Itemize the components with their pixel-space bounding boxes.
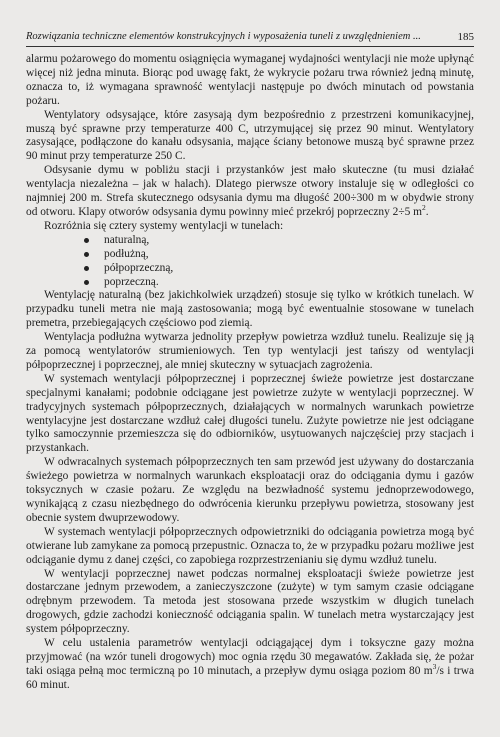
page-number: 185 <box>457 31 474 43</box>
paragraph-text: . <box>425 205 429 218</box>
paragraph-text: Odsysanie dymu w pobliżu stacji i przystanków jest mało skuteczne (tu musi działać wentylacja niezależna – jak w halach). Dlatego pierwsze otwory instaluje się w odległości co najmniej 200 m. Strefa skutecznego odsysania dymu ma długość 200÷300 m w obydwie strony od otworu. Klapy otworów odsysania dymu powinny mieć przekrój poprzeczny 2÷5 m <box>26 164 474 218</box>
paragraph: W odwracalnych systemach półpoprzecznych ten sam przewód jest używany do dostarczania świeżego powietrza w normalnych warunkach eksploatacji oraz do odciągania dymu i gazów toksycznych w czasie pożaru. Ze względu na bezwładność systemu jednoprzewodowego, wynikającą z czasu niezbędnego do odwrócenia kierunku przepływu powietrza, stosowany jest obecnie system dwuprzewodowy. <box>26 456 474 524</box>
chapter-title: Rozwiązania techniczne elementów konstrukcyjnych i wyposażenia tuneli z uwzględnieniem ... <box>26 31 421 42</box>
ventilation-systems-list <box>26 234 474 290</box>
paragraph <box>26 164 474 220</box>
body-text <box>26 53 474 693</box>
list-item: poprzeczną. <box>84 276 474 290</box>
paragraph: W systemach wentylacji półpoprzecznych odpowietrzniki do odciągania powietrza mogą być otwierane lub zamykane za pomocą przepustnic. Oznacza to, że w przypadku pożaru możliwe jest odciąganie dymu z danej części, co zapobiega rozprzestrzenianiu się dymu wzdłuż tunelu. <box>26 525 474 566</box>
paragraph: Rozróżnia się cztery systemy wentylacji w tunelach: <box>44 219 284 232</box>
superscript: 2 <box>421 203 426 213</box>
list-item: półpoprzeczną, <box>84 262 474 276</box>
list-item: podłużną, <box>84 248 474 262</box>
list-item: naturalną, <box>84 234 474 248</box>
paragraph: Wentylacja podłużna wytwarza jednolity przepływ powietrza wzdłuż tunelu. Realizuje się ją za pomocą wentylatorów strumieniowych. Ten typ wentylacji jest tańszy od wentylacji półpoprzecznej i poprzecznej, ale mniej skuteczny w sytuacjach zagrożenia. <box>26 331 474 371</box>
paragraph: Wentylację naturalną (bez jakichkolwiek urządzeń) stosuje się tylko w krótkich tunelach. W przypadku tuneli metra nie mają zastosowania; mogą być ewentualnie stosowane w tunelach premetra, przebiegających częściowo pod ziemią. <box>26 289 474 330</box>
paragraph-text: W celu ustalenia parametrów wentylacji odciągającej dym i toksyczne gazy można przyjmować (na wzór tuneli drogowych) moc ognia rzędu 30 megawatów. Zakłada się, że pożar taki osiąga pełną moc termiczną po 10 minutach, a przepływ dymu osiąga poziom 80 m <box>26 637 474 677</box>
paragraph: W wentylacji poprzecznej nawet podczas normalnej eksploatacji świeże powietrze jest dostarczane jednym przewodem, a zanieczyszczone (zużyte) w tym samym czasie odciągane odrębnym przewodem. Ta metoda jest stosowana przede wszystkim w długich tunelach drogowych, gdzie zachodzi konieczność odciągania spalin. W tunelach metra wystarczający jest system półpoprzeczny. <box>26 567 474 636</box>
running-header <box>26 30 474 47</box>
paragraph: Wentylatory odsysające, które zasysają dym bezpośrednio z przestrzeni komunikacyjnej, muszą być sprawne przy temperaturze 400 C, utrzymującej się przez 90 minut. Wentylatory zasysające, podłączone do kanału odsysania, mające ściany betonowe muszą być sprawne przez 90 minut przy temperaturze 250 C. <box>26 108 474 163</box>
paragraph: W systemach wentylacji półpoprzecznej i poprzecznej świeże powietrze jest dostarczane specjalnymi kanałami; podobnie odciągane jest powietrze zużyte w wentylacji poprzecznej. W tradycyjnych systemach półpoprzecznych, działających w normalnych warunkach powietrze wentylacyjne jest dostarczane wzdłuż całej długości tunelu. Zużyte powietrze nie jest odciągane tylko samoczynnie przemieszcza się do odbiorników, usytuowanych najczęściej przy stacjach i przystankach. <box>26 372 474 455</box>
paragraph <box>26 637 474 693</box>
superscript: 3 <box>432 662 437 672</box>
paragraph-text: /s i trwa 60 minut. <box>26 664 474 691</box>
paragraph: alarmu pożarowego do momentu osiągnięcia wymaganej wydajności wentylacji nie może upłynąć więcej niż jedna minuta. Biorąc pod uwagę fakt, że wykrycie pożaru trwa również jedną minutę, oznacza to, iż wymagana sprawność wentylacji następuje po dwóch minutach od powstania pożaru. <box>26 53 474 107</box>
